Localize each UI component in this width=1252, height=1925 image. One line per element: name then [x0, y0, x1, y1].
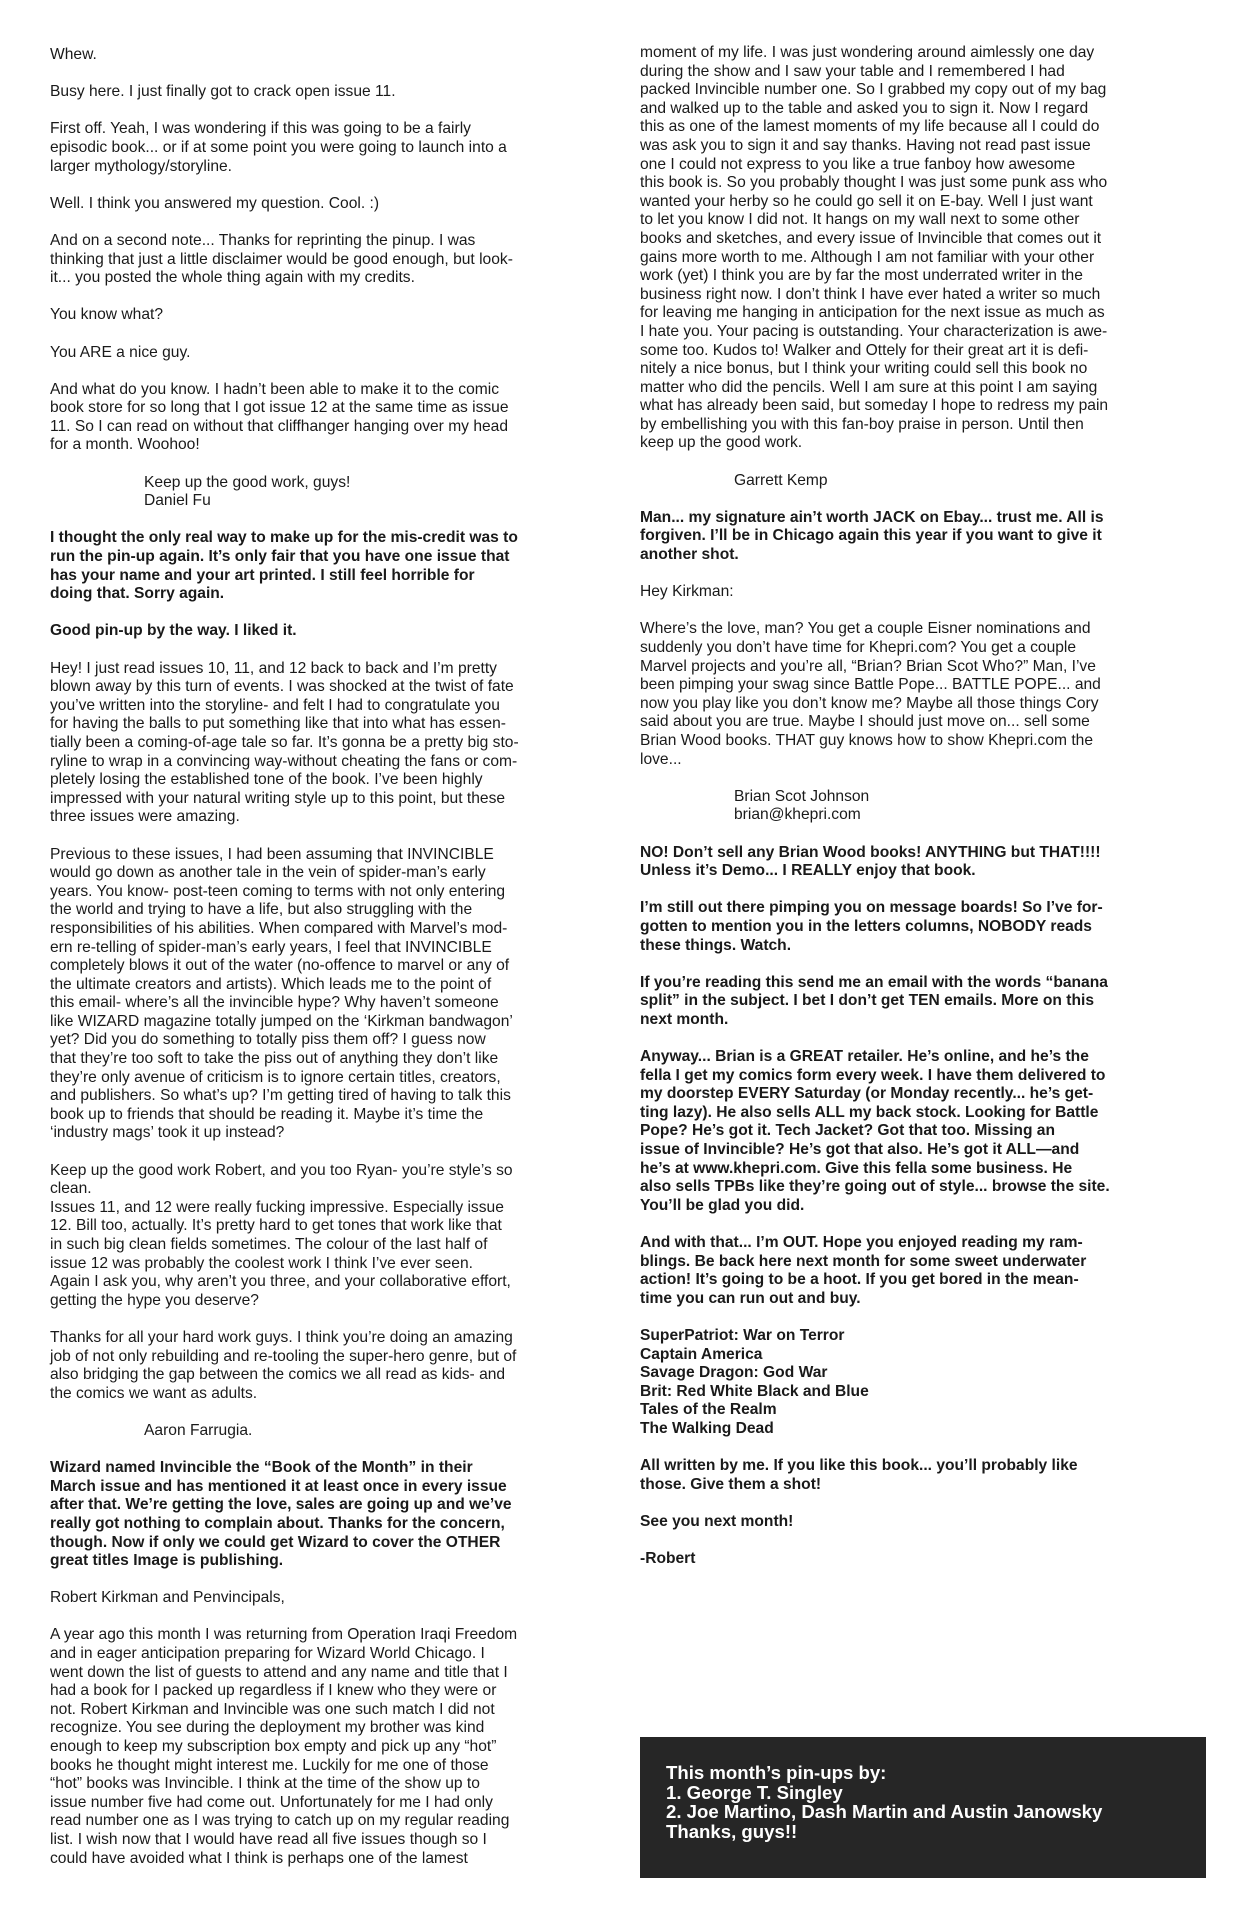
left-para-2: Busy here. I just finally got to crack open issue 11. [50, 83, 396, 101]
left-para-1: Whew. [50, 46, 97, 63]
left-para-7: You ARE a nice guy. [50, 343, 191, 361]
editor-reply-7: If you’re reading this send me an email with the words “banana split” in the subject. I bet I don’t get TEN emails. More on this next month. [640, 973, 1108, 1028]
left-column [50, 46, 610, 1868]
right-para-1: moment of my life. I was just wondering around aimlessly one day during the show and I saw your table and I remembered I had packed Invincible number one. So I grabbed my copy out of my bag and walked up to the table and asked you to sign it. Now I regard this as one of the lamest moments of my life because all I could do was ask you to sign it and say thanks. Having not read past issue one I could not express to you like a true fanboy how awesome this book is. So you probably thought I was just some punk ass who wanted your herby so he could go sell it on E-bay. Well I just want to let you know I did not. It hangs on my wall next to some other books and sketches, and every issue of Invincible that comes out it gains more worth to me. Although I am not familiar with your other work (yet) I think you are by far the most underrated writer in the business right now. I don’t think I have ever hated a writer so much for leaving me hanging in anticipation for the next issue as much as I hate you. Your pacing is outstanding. Your characterization is awe- some too. Kudos to! Walker and Ottely for their great art it is defi- nitely a nice bonus, but I think your writing could sell this book no matter who did the pencils. Well I am sure at this point I am saying what has already been said, but someday I hope to redress my pain by embellishing you with this fan-boy praise in person. Until then keep up the good work. [640, 44, 1109, 452]
letter-signature-aaron-farrugia: Aaron Farrugia. [144, 1421, 253, 1439]
left-para-19: Robert Kirkman and Penvincipals, [50, 1589, 285, 1607]
book-list: SuperPatriot: War on Terror Captain America Savage Dragon: God War Brit: Red White Black and Blue Tales of the Realm The Walking Dead [640, 1326, 869, 1437]
editor-reply-9: And with that... I’m OUT. Hope you enjoyed reading my ram- blings. Be back here next month for some sweet underwater action! It’s going to be a hoot. If you get bored in the mean- time you can run out and buy. [640, 1234, 1087, 1307]
letter-signature-brian-scot-johnson: Brian Scot Johnson brian@khepri.com [734, 787, 870, 824]
letter-signature-garrett-kemp: Garrett Kemp [734, 471, 828, 489]
pinup-credits-box [640, 1737, 1206, 1878]
left-para-14: Keep up the good work Robert, and you too Ryan- you’re style’s so clean. [50, 1161, 513, 1198]
left-para-8: And what do you know. I hadn’t been able to make it to the comic book store for so long that I got issue 12 at the same time as issue 11. So I can read on without that cliffhanger hanging over my head for a month. Woohoo! [50, 380, 509, 454]
left-para-6: You know what? [50, 306, 163, 324]
editor-reply-8: Anyway... Brian is a GREAT retailer. He’s online, and he’s the fella I get my comics form every week. I have them delivered to my doorstep EVERY Saturday (or Monday recently... he’s get- ting lazy). He also sells ALL my back stock. Looking for Battle Pope? He’s got it. Tech Jacket? Got that too. Missing an issue of Invincible? He’s got that also. He’s got it ALL—and he’s at www.khepri.com. Give this fella some business. He also sells TPBs like they’re going out of style... browse the site. You’ll be glad you did. [640, 1048, 1110, 1214]
left-para-16: Thanks for all your hard work guys. I think you’re doing an amazing job of not only rebuilding and re-tooling the super-hero genre, but of also bridging the gap between the comics we all read as kids- and the comics we want as adults. [50, 1328, 517, 1402]
pinup-thanks: Thanks, guys!! [666, 1820, 798, 1842]
right-para-4: Hey Kirkman: [640, 583, 734, 601]
editor-reply-6: I’m still out there pimping you on message boards! So I’ve for- gotten to mention you in the letters columns, NOBODY reads these things. Watch. [640, 899, 1103, 954]
left-para-5: And on a second note... Thanks for reprinting the pinup. I was thinking that just a little disclaimer would be good enough, but look- it... you posted the whole thing again with my credits. [50, 231, 513, 287]
pinup-credit-1: 1. George T. Singley [666, 1781, 843, 1803]
editor-reply-4: Man... my signature ain’t worth JACK on Ebay... trust me. All is forgiven. I’ll be in Chicago again this year if you want to give it another shot. [640, 508, 1104, 564]
left-para-4: Well. I think you answered my question. Cool. :) [50, 194, 380, 212]
left-para-12: Hey! I just read issues 10, 11, and 12 back to back and I’m pretty blown away by this turn of events. I was shocked at the twist of fate you’ve written into the storyline- and felt I had to congratulate you for having the balls to put something like that into what has essen- tially been a coming-of-age tale so far. It’s gonna be a pretty big sto- ryline to wrap in a convincing way-without cheating the fans or com- pletely losing the established tone of the book. I’ve been highly impressed with your natural writing style up to this point, but these three issues were amazing. [50, 659, 519, 826]
editor-reply-2: Good pin-up by the way. I liked it. [50, 622, 297, 640]
editor-reply-1: I thought the only real way to make up for the mis-credit was to run the pin-up again. It’s only fair that you have one issue that has your name and your art printed. I still feel horrible for doing that. Sorry again. [50, 529, 518, 603]
sign-off: See you next month! [640, 1512, 794, 1530]
left-para-13: Previous to these issues, I had been assuming that INVINCIBLE would go down as another tale in the vein of spider-man’s early years. You know- post-teen coming to terms with not only entering the world and trying to have a life, but also struggling with the responsibilities of his abilities. When compared with Marvel’s mod- ern re-telling of spider-man’s early years, I feel that INVINCIBLE completely blows it out of the water (no-offence to marvel or any of the ultimate creators and artists). Which leads me to the point of this email- where’s all the invincible hype? Why haven’t someone like WIZARD magazine totally jumped on the ‘Kirkman bandwagon’ yet? Did you do something to totally piss them off? I guess now that they’re too soft to take the piss out of anything they don’t like they’re only avenue of criticism is to ignore certain titles, creators, and publishers. So what’s up? I’m getting tired of having to talk this book up to friends that should be reading it. Maybe it’s time the ‘industry mags’ took it up instead? [50, 845, 513, 1142]
right-column [640, 44, 1203, 1587]
pinup-heading: This month’s pin-ups by: [666, 1762, 887, 1783]
left-para-20: A year ago this month I was returning from Operation Iraqi Freedom and in eager anticipation preparing for Wizard World Chicago. I went down the list of guests to attend and any name and title that I had a book for I packed up regardless if I knew who they were or not. Robert Kirkman and Invincible was one such match I did not recognize. You see during the deployment my brother was kind enough to keep my subscription box empty and pick up any “hot” books he thought might interest me. Luckily for me one of those “hot” books was Invincible. I think at the time of the show up to issue number five had come out. Unfortunately for me I had only read number one as I was trying to catch up on my regular reading list. I wish now that I would have read all five issues though so I could have avoided what I think is perhaps one of the lamest [50, 1626, 518, 1867]
letter-signature-daniel-fu: Keep up the good work, guys! Daniel Fu [144, 473, 351, 510]
pinup-credit-2: 2. Joe Martino, Dash Martin and Austin Janowsky [666, 1801, 1103, 1823]
left-para-15: Issues 11, and 12 were really fucking impressive. Especially issue 12. Bill too, actually. It’s pretty hard to get tones that work like that in such big clean fields sometimes. The colour of the last half of issue 12 was probably the coolest work I think I’ve ever seen. Again I ask you, why aren’t you three, and your collaborative effort, getting the hype you deserve? [50, 1198, 511, 1309]
editor-reply-3: Wizard named Invincible the “Book of the Month” in their March issue and has mentioned it at least once in every issue after that. We’re getting the love, sales are going up and we’ve really got nothing to complain about. Thanks for the concern, though. Now if only we could get Wizard to cover the OTHER great titles Image is publishing. [50, 1459, 512, 1570]
left-para-3: First off. Yeah, I was wondering if this was going to be a fairly episodic book... or if at some point you were going to launch into a larger mythology/storyline. [50, 120, 507, 175]
editor-reply-10: All written by me. If you like this book... you’ll probably like those. Give them a shot! [640, 1457, 1078, 1493]
right-para-5: Where’s the love, man? You get a couple Eisner nominations and suddenly you don’t have time for Khepri.com? You get a couple Marvel projects and you’re all, “Brian? Brian Scot Who?” Man, I’ve been pimping your swag since Battle Pope... BATTLE POPE... and now you play like you don’t know me? Maybe all those things Cory said about you are true. Maybe I should just move on... sell some Brian Wood books. THAT guy knows how to show Khepri.com the love... [640, 620, 1101, 768]
editor-reply-5: NO! Don’t sell any Brian Wood books! ANYTHING but THAT!!!! Unless it’s Demo... I REALLY enjoy that book. [640, 843, 1101, 880]
editor-signature-robert: -Robert [640, 1550, 696, 1568]
